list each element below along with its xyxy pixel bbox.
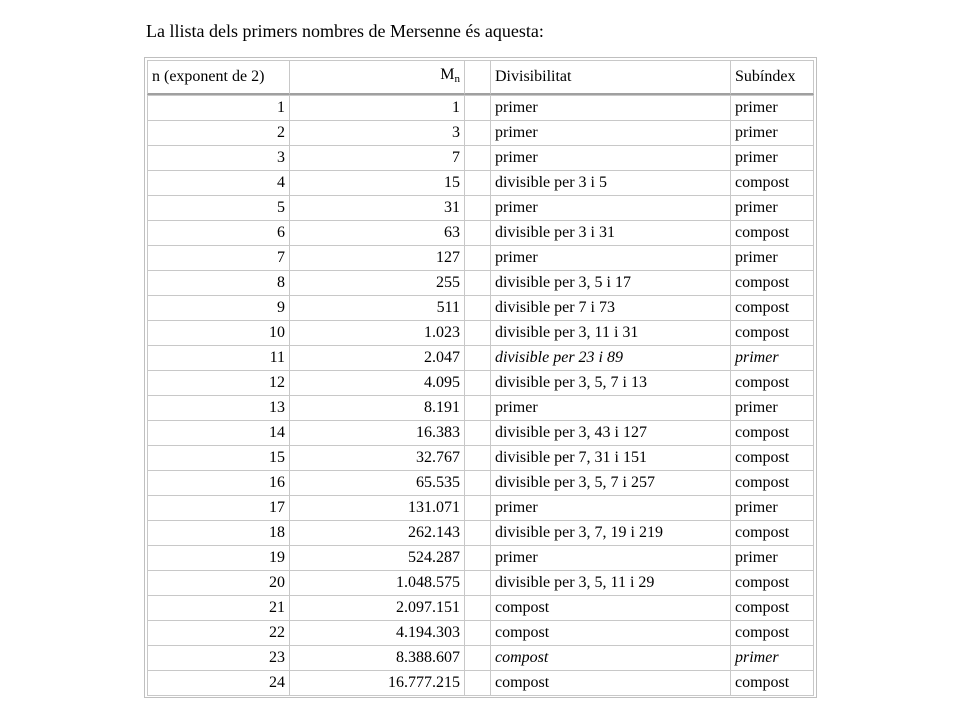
cell-subindex: compost xyxy=(730,670,814,696)
cell-divisibility: divisible per 3, 11 i 31 xyxy=(490,320,730,345)
header-subindex: Subíndex xyxy=(730,60,814,95)
cell-gap xyxy=(464,470,490,495)
cell-gap xyxy=(464,295,490,320)
cell-mersenne: 127 xyxy=(289,245,464,270)
header-m-sub: n xyxy=(454,73,460,85)
header-n: n (exponent de 2) xyxy=(147,60,289,95)
cell-mersenne: 8.388.607 xyxy=(289,645,464,670)
cell-subindex: compost xyxy=(730,445,814,470)
cell-subindex: compost xyxy=(730,170,814,195)
table-row xyxy=(147,620,814,645)
cell-mersenne: 16.383 xyxy=(289,420,464,445)
cell-subindex: primer xyxy=(730,95,814,120)
cell-n: 11 xyxy=(147,345,289,370)
table-row xyxy=(147,545,814,570)
cell-gap xyxy=(464,545,490,570)
cell-subindex: compost xyxy=(730,370,814,395)
cell-n: 13 xyxy=(147,395,289,420)
cell-gap xyxy=(464,220,490,245)
table-row xyxy=(147,145,814,170)
cell-divisibility: primer xyxy=(490,195,730,220)
table-row xyxy=(147,95,814,120)
cell-subindex: primer xyxy=(730,245,814,270)
cell-divisibility: primer xyxy=(490,495,730,520)
cell-subindex: compost xyxy=(730,220,814,245)
cell-divisibility: divisible per 23 i 89 xyxy=(490,345,730,370)
table-row xyxy=(147,595,814,620)
cell-n: 12 xyxy=(147,370,289,395)
cell-divisibility: primer xyxy=(490,95,730,120)
cell-subindex: compost xyxy=(730,470,814,495)
cell-divisibility: primer xyxy=(490,395,730,420)
table-row xyxy=(147,120,814,145)
cell-mersenne: 255 xyxy=(289,270,464,295)
table-row xyxy=(147,670,814,696)
cell-mersenne: 262.143 xyxy=(289,520,464,545)
cell-mersenne: 63 xyxy=(289,220,464,245)
cell-mersenne: 524.287 xyxy=(289,545,464,570)
mersenne-table-frame xyxy=(144,57,817,698)
cell-gap xyxy=(464,270,490,295)
cell-subindex: compost xyxy=(730,570,814,595)
cell-n: 9 xyxy=(147,295,289,320)
cell-n: 23 xyxy=(147,645,289,670)
table-row xyxy=(147,345,814,370)
cell-gap xyxy=(464,570,490,595)
cell-divisibility: divisible per 3, 5, 11 i 29 xyxy=(490,570,730,595)
cell-divisibility: divisible per 3, 5 i 17 xyxy=(490,270,730,295)
cell-divisibility: primer xyxy=(490,145,730,170)
header-mn xyxy=(289,60,464,95)
header-m-base: M xyxy=(440,66,455,83)
cell-gap xyxy=(464,95,490,120)
cell-subindex: compost xyxy=(730,295,814,320)
cell-n: 3 xyxy=(147,145,289,170)
cell-divisibility: divisible per 3, 7, 19 i 219 xyxy=(490,520,730,545)
cell-gap xyxy=(464,520,490,545)
table-row xyxy=(147,320,814,345)
table-body xyxy=(147,95,814,696)
cell-n: 22 xyxy=(147,620,289,645)
cell-mersenne: 1.023 xyxy=(289,320,464,345)
cell-gap xyxy=(464,445,490,470)
cell-n: 6 xyxy=(147,220,289,245)
cell-subindex: primer xyxy=(730,495,814,520)
cell-n: 14 xyxy=(147,420,289,445)
table-row xyxy=(147,270,814,295)
cell-subindex: compost xyxy=(730,595,814,620)
cell-gap xyxy=(464,395,490,420)
cell-gap xyxy=(464,595,490,620)
table-row xyxy=(147,420,814,445)
cell-subindex: compost xyxy=(730,320,814,345)
table-row xyxy=(147,170,814,195)
table-row xyxy=(147,520,814,545)
cell-n: 10 xyxy=(147,320,289,345)
cell-n: 18 xyxy=(147,520,289,545)
cell-n: 21 xyxy=(147,595,289,620)
cell-mersenne: 4.095 xyxy=(289,370,464,395)
cell-n: 7 xyxy=(147,245,289,270)
cell-n: 17 xyxy=(147,495,289,520)
cell-gap xyxy=(464,620,490,645)
cell-subindex: primer xyxy=(730,345,814,370)
cell-n: 5 xyxy=(147,195,289,220)
cell-divisibility: compost xyxy=(490,670,730,696)
cell-mersenne: 32.767 xyxy=(289,445,464,470)
cell-n: 20 xyxy=(147,570,289,595)
cell-subindex: compost xyxy=(730,270,814,295)
table-row xyxy=(147,295,814,320)
table-row xyxy=(147,195,814,220)
cell-divisibility: divisible per 3, 5, 7 i 13 xyxy=(490,370,730,395)
cell-mersenne: 4.194.303 xyxy=(289,620,464,645)
cell-mersenne: 31 xyxy=(289,195,464,220)
cell-divisibility: divisible per 7, 31 i 151 xyxy=(490,445,730,470)
table-row xyxy=(147,470,814,495)
cell-gap xyxy=(464,320,490,345)
intro-text: La llista dels primers nombres de Mersenne és aquesta: xyxy=(146,21,544,41)
cell-divisibility: primer xyxy=(490,120,730,145)
table-row xyxy=(147,395,814,420)
cell-gap xyxy=(464,495,490,520)
cell-subindex: compost xyxy=(730,420,814,445)
cell-gap xyxy=(464,670,490,696)
cell-n: 16 xyxy=(147,470,289,495)
cell-n: 24 xyxy=(147,670,289,696)
cell-mersenne: 16.777.215 xyxy=(289,670,464,696)
cell-gap xyxy=(464,245,490,270)
cell-mersenne: 7 xyxy=(289,145,464,170)
cell-subindex: primer xyxy=(730,145,814,170)
cell-divisibility: divisible per 3, 43 i 127 xyxy=(490,420,730,445)
cell-mersenne: 511 xyxy=(289,295,464,320)
mersenne-table xyxy=(147,60,814,696)
cell-n: 4 xyxy=(147,170,289,195)
cell-mersenne: 1 xyxy=(289,95,464,120)
table-row xyxy=(147,370,814,395)
table-row xyxy=(147,445,814,470)
table-row xyxy=(147,245,814,270)
cell-divisibility: divisible per 3 i 31 xyxy=(490,220,730,245)
cell-subindex: primer xyxy=(730,545,814,570)
cell-gap xyxy=(464,145,490,170)
cell-n: 2 xyxy=(147,120,289,145)
table-row xyxy=(147,220,814,245)
table-row xyxy=(147,645,814,670)
table-row xyxy=(147,495,814,520)
cell-divisibility: primer xyxy=(490,245,730,270)
cell-mersenne: 8.191 xyxy=(289,395,464,420)
cell-gap xyxy=(464,170,490,195)
cell-divisibility: compost xyxy=(490,595,730,620)
cell-gap xyxy=(464,645,490,670)
cell-gap xyxy=(464,370,490,395)
cell-gap xyxy=(464,345,490,370)
cell-mersenne: 2.047 xyxy=(289,345,464,370)
cell-subindex: compost xyxy=(730,620,814,645)
header-gap xyxy=(464,60,490,95)
cell-mersenne: 15 xyxy=(289,170,464,195)
cell-gap xyxy=(464,195,490,220)
cell-divisibility: primer xyxy=(490,545,730,570)
table-row xyxy=(147,570,814,595)
cell-mersenne: 65.535 xyxy=(289,470,464,495)
cell-n: 1 xyxy=(147,95,289,120)
cell-mersenne: 1.048.575 xyxy=(289,570,464,595)
header-divisibility: Divisibilitat xyxy=(490,60,730,95)
cell-subindex: primer xyxy=(730,120,814,145)
cell-gap xyxy=(464,420,490,445)
cell-n: 15 xyxy=(147,445,289,470)
cell-n: 8 xyxy=(147,270,289,295)
cell-subindex: primer xyxy=(730,645,814,670)
cell-mersenne: 3 xyxy=(289,120,464,145)
cell-gap xyxy=(464,120,490,145)
cell-subindex: primer xyxy=(730,195,814,220)
cell-subindex: primer xyxy=(730,395,814,420)
cell-divisibility: compost xyxy=(490,645,730,670)
cell-divisibility: compost xyxy=(490,620,730,645)
cell-mersenne: 131.071 xyxy=(289,495,464,520)
cell-n: 19 xyxy=(147,545,289,570)
cell-divisibility: divisible per 3 i 5 xyxy=(490,170,730,195)
cell-divisibility: divisible per 3, 5, 7 i 257 xyxy=(490,470,730,495)
header-row xyxy=(147,60,814,95)
cell-divisibility: divisible per 7 i 73 xyxy=(490,295,730,320)
cell-mersenne: 2.097.151 xyxy=(289,595,464,620)
cell-subindex: compost xyxy=(730,520,814,545)
